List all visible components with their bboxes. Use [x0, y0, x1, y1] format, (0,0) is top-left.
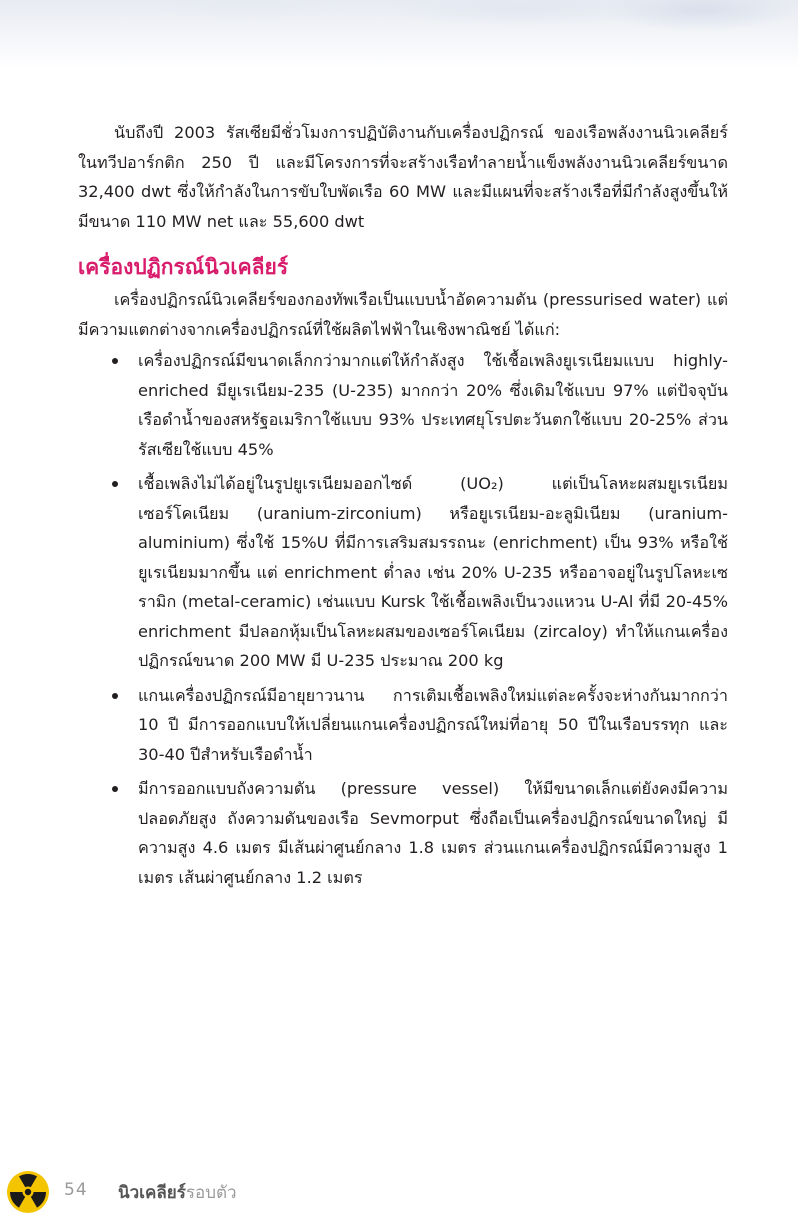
bullet-icon [112, 358, 118, 364]
bullet-icon [112, 786, 118, 792]
bullet-list [78, 346, 728, 892]
bullet-icon [112, 693, 118, 699]
page-number: 54 [64, 1180, 88, 1200]
cloud-sky-header [0, 0, 798, 75]
book-title: นิวเคลียร์รอบตัว [118, 1183, 237, 1203]
list-item: เชื้อเพลิงไม่ได้อยู่ในรูปยูเรเนียมออกไซด์ (UO₂) แต่เป็นโลหะผสมยูเรเนียมเซอร์โคเนียม (uranium-zirconium) หรือยูเรเนียม-อะลูมิเนียม (uranium-aluminium) ซึ่งใช้ 15%U ที่มีการเสริมสมรรถนะ (enrichment) เป็น 93% หรือใช้ยูเรเนียมมากขึ้น แต่ enrichment ต่ำลง เช่น 20% U-235 หรืออาจอยู่ในรูปโลหะเซรามิก (metal-ceramic) เช่นแบบ Kursk ใช้เชื้อเพลิงเป็นวงแหวน U-Al ที่มี 20-45% enrichment มีปลอกหุ้มเป็นโลหะผสมของเซอร์โคเนียม (zircaloy) ทำให้แกนเครื่องปฏิกรณ์ขนาด 200 MW มี U-235 ประมาณ 200 kg [78, 469, 728, 676]
list-item: เครื่องปฏิกรณ์มีขนาดเล็กกว่ามากแต่ให้กำลังสูง ใช้เชื้อเพลิงยูเรเนียมแบบ highly-enriched มียูเรเนียม-235 (U-235) มากกว่า 20% ซึ่งเดิมใช้แบบ 97% แต่ปัจจุบันเรือดำน้ำของสหรัฐอเมริกาใช้แบบ 93% ประเทศยุโรปตะวันตกใช้แบบ 20-25% ส่วนรัสเซียใช้แบบ 45% [78, 346, 728, 464]
page-footer [0, 1160, 798, 1218]
intro-paragraph: นับถึงปี 2003 รัสเซียมีชั่วโมงการปฏิบัติงานกับเครื่องปฏิกรณ์ ของเรือพลังงานนิวเคลียร์ในทวีปอาร์กติก 250 ปี และมีโครงการที่จะสร้างเรือทำลายน้ำแข็งพลังงานนิวเคลียร์ขนาด 32,400 dwt ซึ่งให้กำลังในการขับใบพัดเรือ 60 MW และมีแผนที่จะสร้างเรือที่มีกำลังสูงขึ้นให้มีขนาด 110 MW net และ 55,600 dwt [78, 123, 728, 231]
page-body [78, 118, 728, 897]
list-item: มีการออกแบบถังความดัน (pressure vessel) ให้มีขนาดเล็กแต่ยังคงมีความปลอดภัยสูง ถังความดันของเรือ Sevmorput ซึ่งถือเป็นเครื่องปฏิกรณ์ขนาดใหญ่ มีความสูง 4.6 เมตร มีเส้นผ่าศูนย์กลาง 1.8 เมตร ส่วนแกนเครื่องปฏิกรณ์มีความสูง 1 เมตร เส้นผ่าศูนย์กลาง 1.2 เมตร [78, 774, 728, 892]
bullet-icon [112, 481, 118, 487]
lead-paragraph: เครื่องปฏิกรณ์นิวเคลียร์ของกองทัพเรือเป็นแบบน้ำอัดความดัน (pressurised water) แต่มีความแตกต่างจากเครื่องปฏิกรณ์ที่ใช้ผลิตไฟฟ้าในเชิงพาณิชย์ ได้แก่: [78, 290, 728, 339]
list-item: แกนเครื่องปฏิกรณ์มีอายุยาวนาน การเติมเชื้อเพลิงใหม่แต่ละครั้งจะห่างกันมากกว่า 10 ปี มีการออกแบบให้เปลี่ยนแกนเครื่องปฏิกรณ์ใหม่ที่อายุ 50 ปีในเรือบรรทุก และ 30-40 ปีสำหรับเรือดำน้ำ [78, 681, 728, 770]
radiation-trefoil-icon [6, 1170, 50, 1214]
section-heading: เครื่องปฏิกรณ์นิวเคลียร์ [78, 255, 289, 279]
